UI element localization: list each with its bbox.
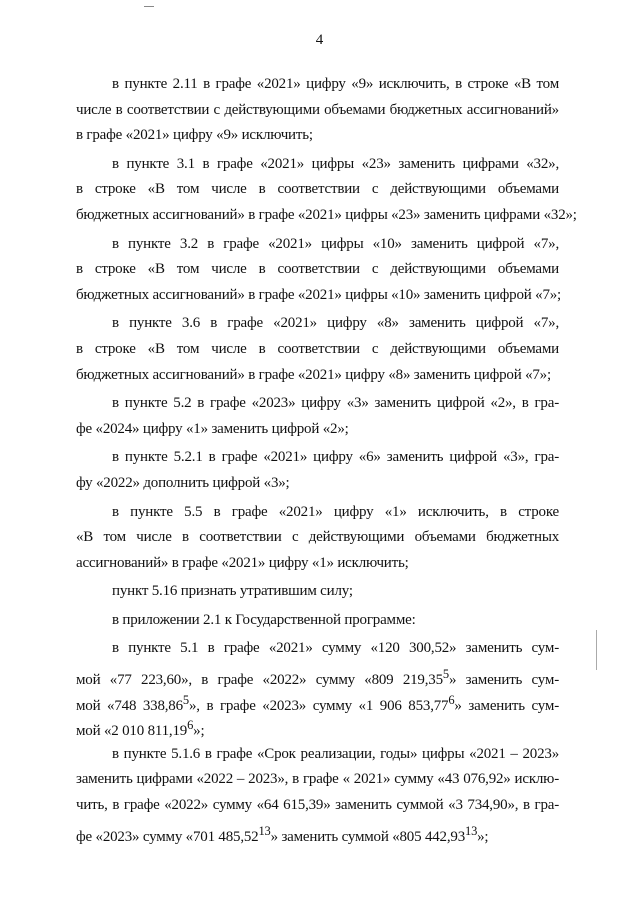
paragraph bbox=[76, 232, 562, 309]
paragraph bbox=[76, 72, 559, 149]
paragraph bbox=[76, 608, 559, 634]
text-line: в строке «В том числе в соответствии с действующими объемами bbox=[76, 340, 559, 357]
footnote-ref: 5 bbox=[182, 692, 189, 707]
footnote-ref: 13 bbox=[465, 823, 478, 838]
text-line: в пункте 2.11 в графе «2021» цифру «9» исключить, в строке «В том bbox=[112, 76, 559, 92]
document-body bbox=[76, 72, 577, 845]
paragraph bbox=[76, 579, 559, 605]
text-line: в пункте 5.2 в графе «2023» цифру «3» заменить цифрой «2», в гра- bbox=[112, 395, 559, 412]
footnote-ref: 5 bbox=[442, 667, 449, 682]
text-line: мой «2 010 811,19$^6$»; bbox=[76, 718, 205, 740]
paragraph bbox=[76, 152, 577, 229]
text-line: фе «2023» сумму «701 485,52$^{13}$» заменить суммой «805 442,93$^{13}$»; bbox=[76, 823, 489, 845]
text-line: бюджетных ассигнований» в графе «2021» цифры «23» заменить цифрами «32»; bbox=[76, 206, 577, 223]
text-line: заменить цифрами «2022 – 2023», в графе « 2021» сумму «43 076,92» исклю- bbox=[76, 771, 559, 788]
text-line: в графе «2021» цифру «9» исключить; bbox=[76, 127, 313, 144]
paragraph bbox=[76, 500, 559, 577]
text-line: бюджетных ассигнований» в графе «2021» цифру «8» заменить цифрой «7»; bbox=[76, 366, 551, 383]
text-line: в пункте 3.1 в графе «2021» цифры «23» заменить цифрами «32», bbox=[112, 155, 559, 172]
text-line: фе «2024» цифру «1» заменить цифрой «2»; bbox=[76, 420, 349, 437]
footnote-ref: 13 bbox=[258, 823, 271, 838]
paragraph bbox=[76, 391, 559, 442]
text-line: чить, в графе «2022» сумму «64 615,39» заменить суммой «3 734,90», в гра- bbox=[76, 797, 559, 814]
paragraph bbox=[76, 636, 559, 738]
text-line: в пункте 3.2 в графе «2021» цифры «10» заменить цифрой «7», bbox=[112, 235, 559, 252]
text-line: «В том числе в соответствии с действующими объемами бюджетных bbox=[76, 529, 559, 546]
text-line: в пункте 5.1.6 в графе «Срок реализации, годы» цифры «2021 – 2023» bbox=[112, 745, 559, 762]
page-number: 4 bbox=[315, 32, 324, 48]
text-line: в пункте 5.2.1 в графе «2021» цифру «6» заменить цифрой «3», гра- bbox=[112, 449, 559, 466]
text-line: в пункте 5.5 в графе «2021» цифру «1» исключить, в строке bbox=[112, 503, 559, 520]
text-line: пункт 5.16 признать утратившим силу; bbox=[112, 583, 353, 600]
footnote-ref: 6 bbox=[187, 718, 194, 733]
text-line: в приложении 2.1 к Государственной программе: bbox=[112, 611, 416, 628]
footnote-ref: 6 bbox=[448, 692, 455, 707]
text-line: в строке «В том числе в соответствии с действующими объемами bbox=[76, 181, 559, 198]
scan-mark bbox=[144, 6, 154, 7]
paragraph bbox=[76, 311, 559, 388]
paragraph bbox=[76, 742, 559, 844]
text-line: ассигнований» в графе «2021» цифру «1» исключить; bbox=[76, 554, 409, 571]
text-line: в строке «В том числе в соответствии с действующими объемами bbox=[76, 261, 559, 278]
text-line: в пункте 5.1 в графе «2021» сумму «120 300,52» заменить сум- bbox=[112, 640, 559, 657]
text-line: фу «2022» дополнить цифрой «3»; bbox=[76, 474, 290, 491]
text-line: мой «77 223,60», в графе «2022» сумму «809 219,35$^5$» заменить сум- bbox=[76, 667, 559, 689]
text-line: числе в соответствии с действующими объемами бюджетных ассигнований» bbox=[76, 101, 559, 118]
paragraph bbox=[76, 445, 559, 496]
text-line: мой «748 338,86$^5$», в графе «2023» сумму «1 906 853,77$^6$» заменить сум- bbox=[76, 692, 559, 714]
text-line: бюджетных ассигнований» в графе «2021» цифры «10» заменить цифрой «7»; bbox=[76, 286, 562, 303]
text-line: в пункте 3.6 в графе «2021» цифру «8» заменить цифрой «7», bbox=[112, 315, 559, 332]
scan-mark bbox=[596, 630, 597, 670]
